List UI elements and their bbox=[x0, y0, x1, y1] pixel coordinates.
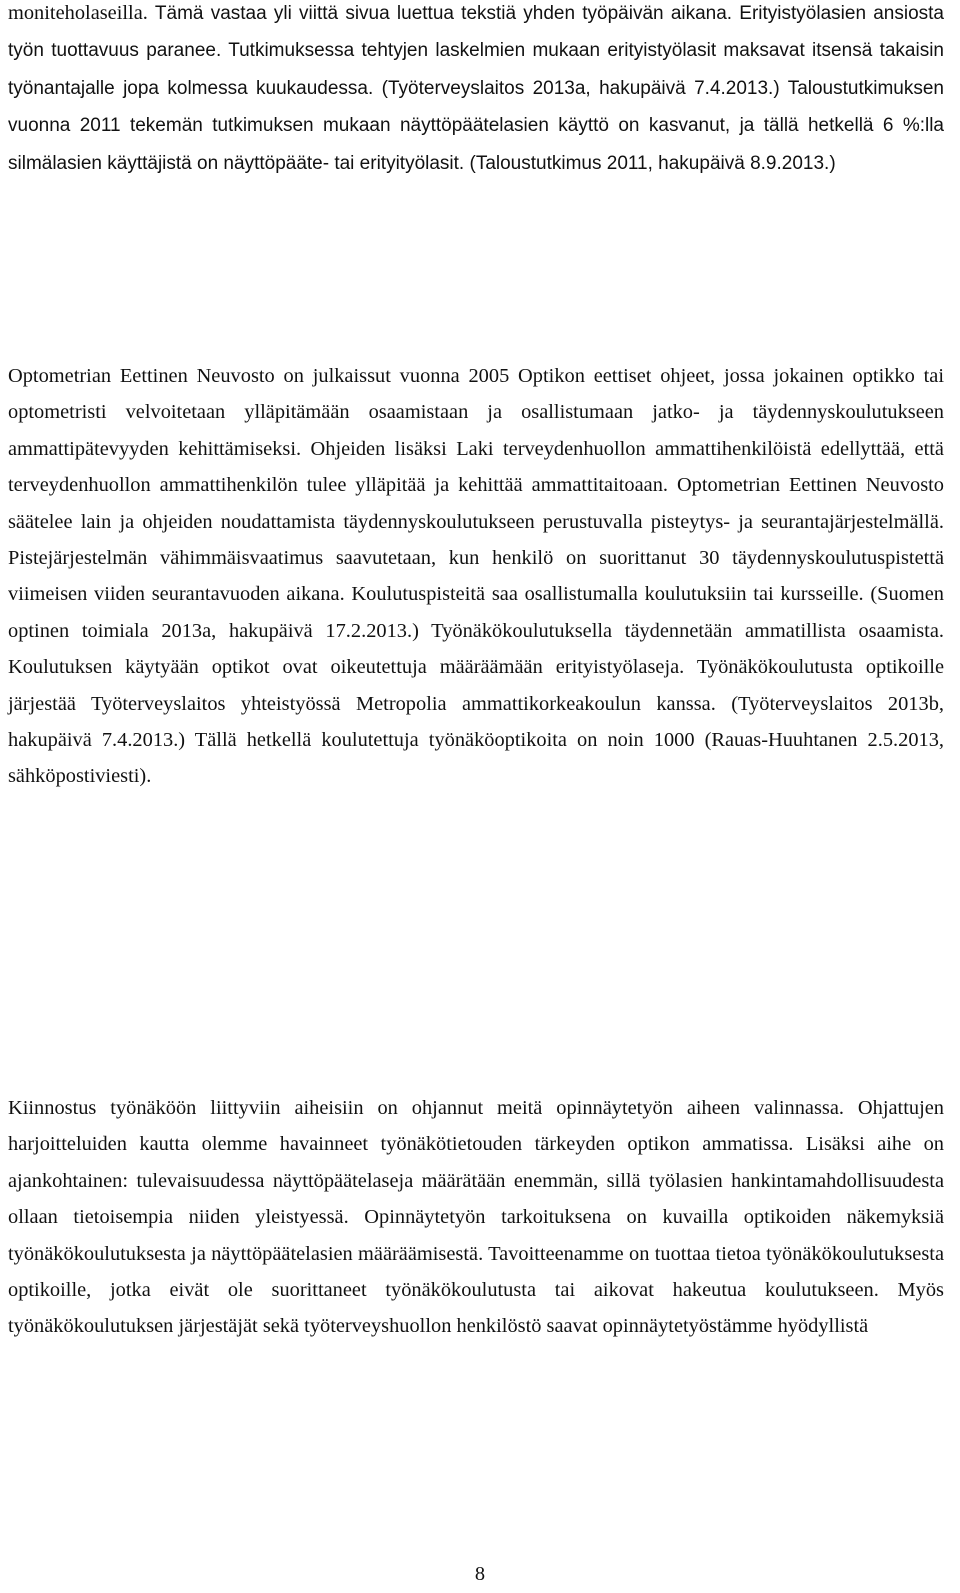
paragraph-1-body: Tämä vastaa yli viittä sivua luettua tekstiä yhden työpäivän aikana. Erityistyölasien ansiosta työn tuottavuus paranee. Tutkimuksessa tehtyjen laskelmien mukaan erityistyölasit maksavat itsensä takaisin työnantajalle jopa kolmessa kuukaudessa. (Työterveyslaitos 2013a, hakupäivä 7.4.2013.) Taloustutkimuksen vuonna 2011 tekemän tutkimuksen mukaan näyttöpäätelasien käyttö on kasvanut, ja tällä hetkellä 6 %:lla silmälasien käyttäjistä on näyttöpääte- tai erityityölasit. (Taloustutkimus 2011, hakupäivä 8.9.2013.) bbox=[8, 3, 944, 174]
paragraph-3: Kiinnostus työnäköön liittyviin aiheisiin on ohjannut meitä opinnäytetyön aiheen valinnassa. Ohjattujen harjoitteluiden kautta olemme havainneet työnäkötietouden tärkeyden optikon ammatissa. Lisäksi aihe on ajankohtainen: tulevaisuudessa näyttöpäätelaseja määrätään enemmän, sillä työlasien hankintamahdollisuudesta ollaan tietoisempia niiden yleistyessä. Opinnäytetyön tarkoituksena on kuvailla optikoiden näkemyksiä työnäkökoulutuksesta ja näyttöpäätelasien määräämisestä. Tavoitteenamme on tuottaa tietoa työnäkökoulutuksesta optikoille, jotka eivät ole suorittaneet työnäkökoulutusta tai aikovat hakeutua koulutukseen. Myös työnäkökoulutuksen järjestäjät sekä työterveyshuollon henkilöstö saavat opinnäytetyöstämme hyödyllistä bbox=[8, 1097, 944, 1338]
paragraph-1-lead: moniteholaseilla. bbox=[8, 2, 148, 24]
paragraph-1 bbox=[8, 0, 944, 182]
paragraph-2: Optometrian Eettinen Neuvosto on julkaissut vuonna 2005 Optikon eettiset ohjeet, jossa jokainen optikko tai optometristi velvoitetaan ylläpitämään osaamistaan ja osallistumaan jatko- ja täydennyskoulutukseen ammattipätevyyden kehittämiseksi. Ohjeiden lisäksi Laki terveydenhuollon ammattihenkilöistä edellyttää, että terveydenhuollon ammattihenkilön tulee ylläpitää ja kehittää ammattitaitoaan. Optometrian Eettinen Neuvosto säätelee lain ja ohjeiden noudattamista täydennyskoulutukseen perustuvalla pisteytys- ja seurantajärjestelmällä. Pistejärjestelmän vähimmäisvaatimus saavutetaan, kun henkilö on suorittanut 30 täydennyskoulutuspistettä viimeisen viiden seurantavuoden aikana. Koulutuspisteitä saa osallistumalla koulutuksiin tai kursseille. (Suomen optinen toimiala 2013a, hakupäivä 17.2.2013.) Työnäkökoulutuksella täydennetään ammatillista osaamista. Koulutuksen käytyään optikot ovat oikeutettuja määräämään erityistyölaseja. Työnäkökoulutusta optikoille järjestää Työterveyslaitos yhteistyössä Metropolia ammattikorkeakoulun kanssa. (Työterveyslaitos 2013b, hakupäivä 7.4.2013.) Tällä hetkellä koulutettuja työnäköoptikoita on noin 1000 (Rauas-Huuhtanen 2.5.2013, sähköpostiviesti). bbox=[8, 365, 944, 788]
page-number: 8 bbox=[474, 1563, 486, 1585]
